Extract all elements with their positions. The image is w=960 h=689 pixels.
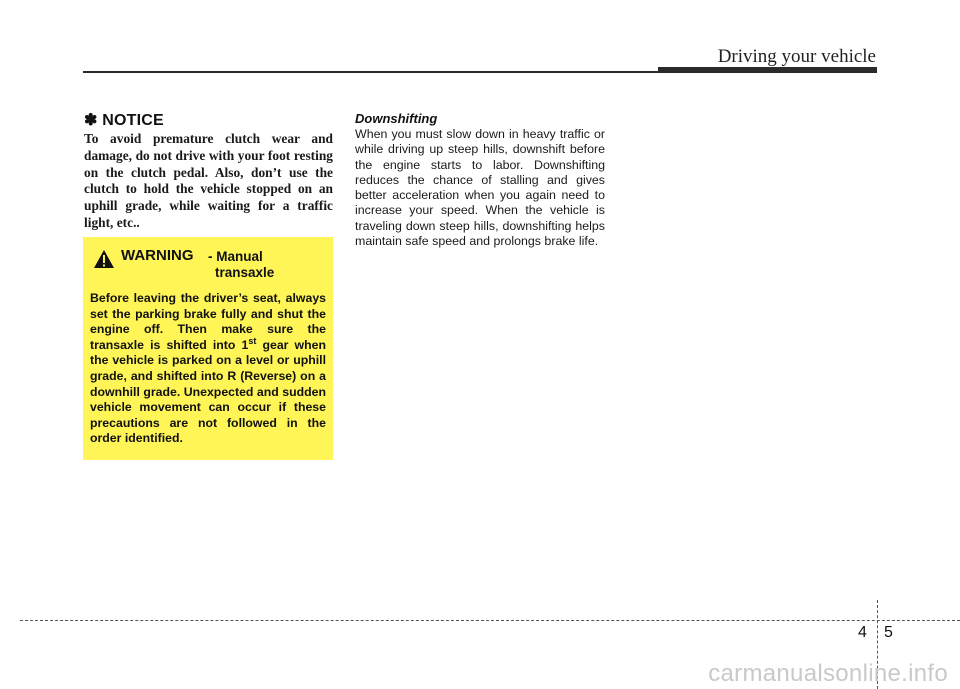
warning-box — [83, 237, 333, 460]
downshifting-body: When you must slow down in heavy traffic or while driving up steep hills, downshift before the engine starts to labor. Downshifting reduces the chance of stalling and gives better acceleration when you again need to increase your speed. When the vehicle is traveling down steep hills, downshifting helps maintain safe speed and prolongs brake life. — [355, 127, 605, 249]
warning-subtitle-line2: transaxle — [215, 265, 275, 280]
warning-triangle-icon — [93, 249, 115, 269]
notice-body: To avoid premature clutch wear and damage, do not drive with your foot resting on the clutch pedal. Also, don’t use the clutch to hold the vehicle stopped on an uphill grade, while waiting for a traffic light, etc.. — [84, 131, 333, 230]
footer-dashed-line — [20, 620, 960, 621]
notice-heading: ✽ NOTICE — [84, 112, 164, 129]
warning-body — [90, 291, 326, 447]
warning-subtitle-line1: - Manual — [208, 249, 263, 264]
watermark-text: carmanualsonline.info — [708, 660, 948, 687]
downshifting-heading: Downshifting — [355, 111, 438, 126]
page-chapter-number: 4 — [858, 624, 867, 641]
warning-body-part2: gear when the vehicle is parked on a level or uphill grade, and shifted into R (Reverse) on a downhill grade. Unexpected and sudden vehicle movement can occur if these precautions are not followed in the order identified. — [90, 337, 326, 446]
warning-body-part1: Before leaving the driver’s seat, always set the parking brake fully and shut the engine off. Then make sure the transaxle is shifted into 1 — [90, 291, 326, 352]
warning-header — [90, 247, 326, 285]
warning-word: WARNING — [121, 247, 194, 264]
page-number: 5 — [884, 624, 893, 641]
section-title: Driving your vehicle — [717, 46, 876, 67]
warning-body-superscript: st — [248, 335, 257, 346]
header-rule-thin — [83, 71, 661, 73]
header-rule-thick — [658, 67, 877, 73]
